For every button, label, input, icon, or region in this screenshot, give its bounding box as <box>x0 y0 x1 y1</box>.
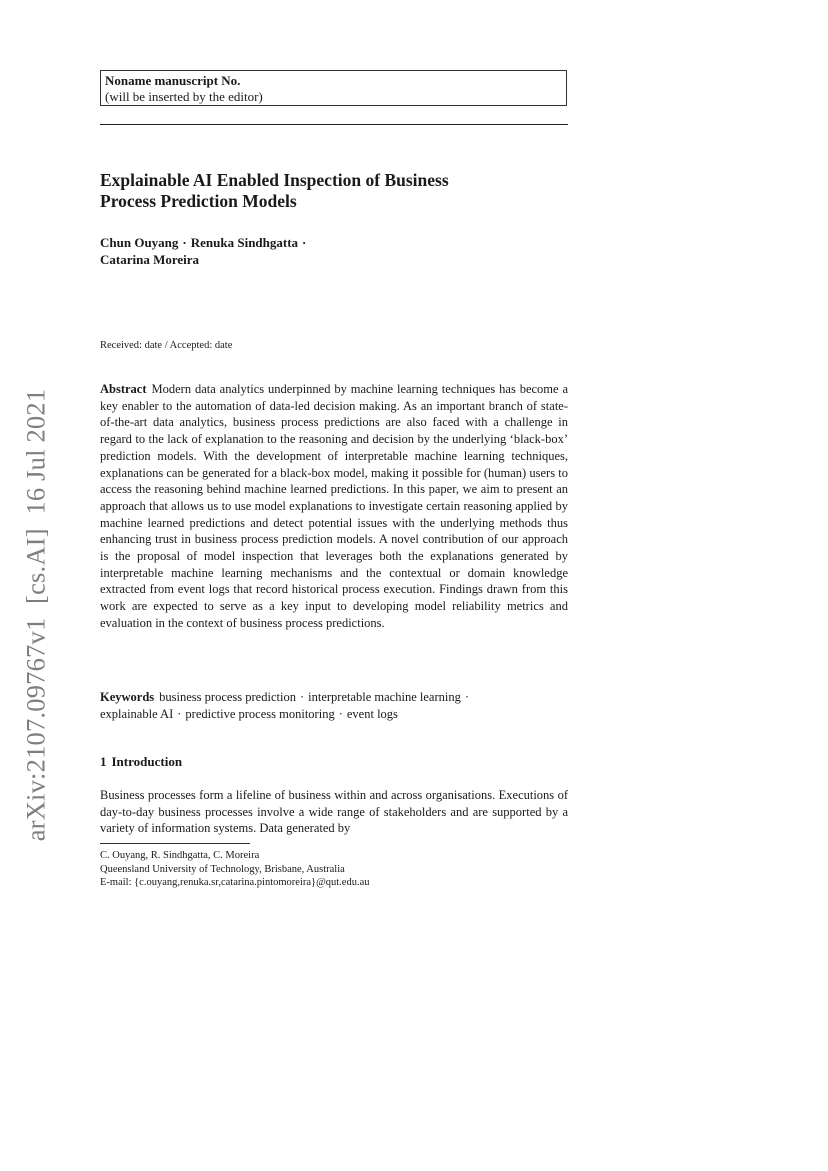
section-heading <box>100 754 182 770</box>
author-separator: · <box>302 235 307 250</box>
keyword-separator: · <box>299 690 305 704</box>
keywords-label: Keywords <box>100 690 155 704</box>
editor-info-box <box>100 70 567 106</box>
paper-title <box>100 170 568 212</box>
editor-note: (will be inserted by the editor) <box>105 89 263 104</box>
section-title: Introduction <box>111 754 183 769</box>
abstract-text: Modern data analytics underpinned by machine learning techniques has become a key enabler to the automation of data-led decision making. As an important branch of state-of-the-art data analytics, business process predictions are also faced with a challenge in regard to the lack of explanation to the reasoning and decision by the underlying ‘black-box’ prediction models. With the development of interpretable machine learning techniques, explanations can be generated for a black-box model, making it possible for (human) users to access the reasoning behind machine learned predictions. In this paper, we aim to present an approach that allows us to use model explanations to investigate certain reasoning applied by machine learned predictions and detect potential issues with the underlying methods thus enhancing trust in business process prediction models. A novel contribution of our approach is the proposal of model inspection that leverages both the explanations generated by interpretable machine learning mechanisms and the contextual or domain knowledge extracted from event logs that record historical process execution. Findings drawn from this work are expected to serve as a key input to developing model reliability metrics and evaluation in the context of business process predictions. <box>100 382 568 630</box>
footnote-affiliation: Queensland University of Technology, Brisbane, Australia <box>100 863 345 875</box>
author-name: Chun Ouyang <box>100 235 179 250</box>
keyword: explainable AI <box>100 706 174 721</box>
author-separator: · <box>182 235 187 250</box>
abstract-label: Abstract <box>100 382 147 396</box>
author-list <box>100 234 568 268</box>
manuscript-number-label: Noname manuscript No. <box>105 73 241 88</box>
author-name: Catarina Moreira <box>100 252 200 267</box>
header-rule <box>100 124 568 125</box>
introduction-paragraph: Business processes form a lifeline of business within and across organisations. Executions of day-to-day business processes involve a wide range of stakeholders and are supported by a variety of information systems. Data generated by <box>100 788 568 836</box>
keyword-separator: · <box>177 706 182 721</box>
keyword: predictive process monitoring <box>185 706 335 721</box>
title-line-1: Explainable AI Enabled Inspection of Business <box>100 170 449 190</box>
title-line-2: Process Prediction Models <box>100 191 297 211</box>
footnote-names: C. Ouyang, R. Sindhgatta, C. Moreira <box>100 850 260 861</box>
author-footnote <box>100 849 568 890</box>
keyword-separator: · <box>338 706 343 721</box>
author-name: Renuka Sindhgatta <box>190 235 299 250</box>
keyword: event logs <box>346 706 398 721</box>
keyword-separator: · <box>464 690 470 704</box>
keyword: interpretable machine learning <box>308 690 461 704</box>
footnote-email: E-mail: {c.ouyang,renuka.sr,catarina.pintomoreira}@qut.edu.au <box>100 877 370 888</box>
keywords <box>100 689 568 722</box>
footnote-rule <box>100 843 250 844</box>
abstract <box>100 381 568 632</box>
arxiv-identifier <box>21 389 52 842</box>
arxiv-stamp-text: arXiv:2107.09767v1 [cs.AI] 16 Jul 2021 <box>20 388 51 842</box>
section-number: 1 <box>100 754 107 769</box>
keyword: business process prediction <box>159 690 296 704</box>
received-date: Received: date / Accepted: date <box>100 340 233 351</box>
